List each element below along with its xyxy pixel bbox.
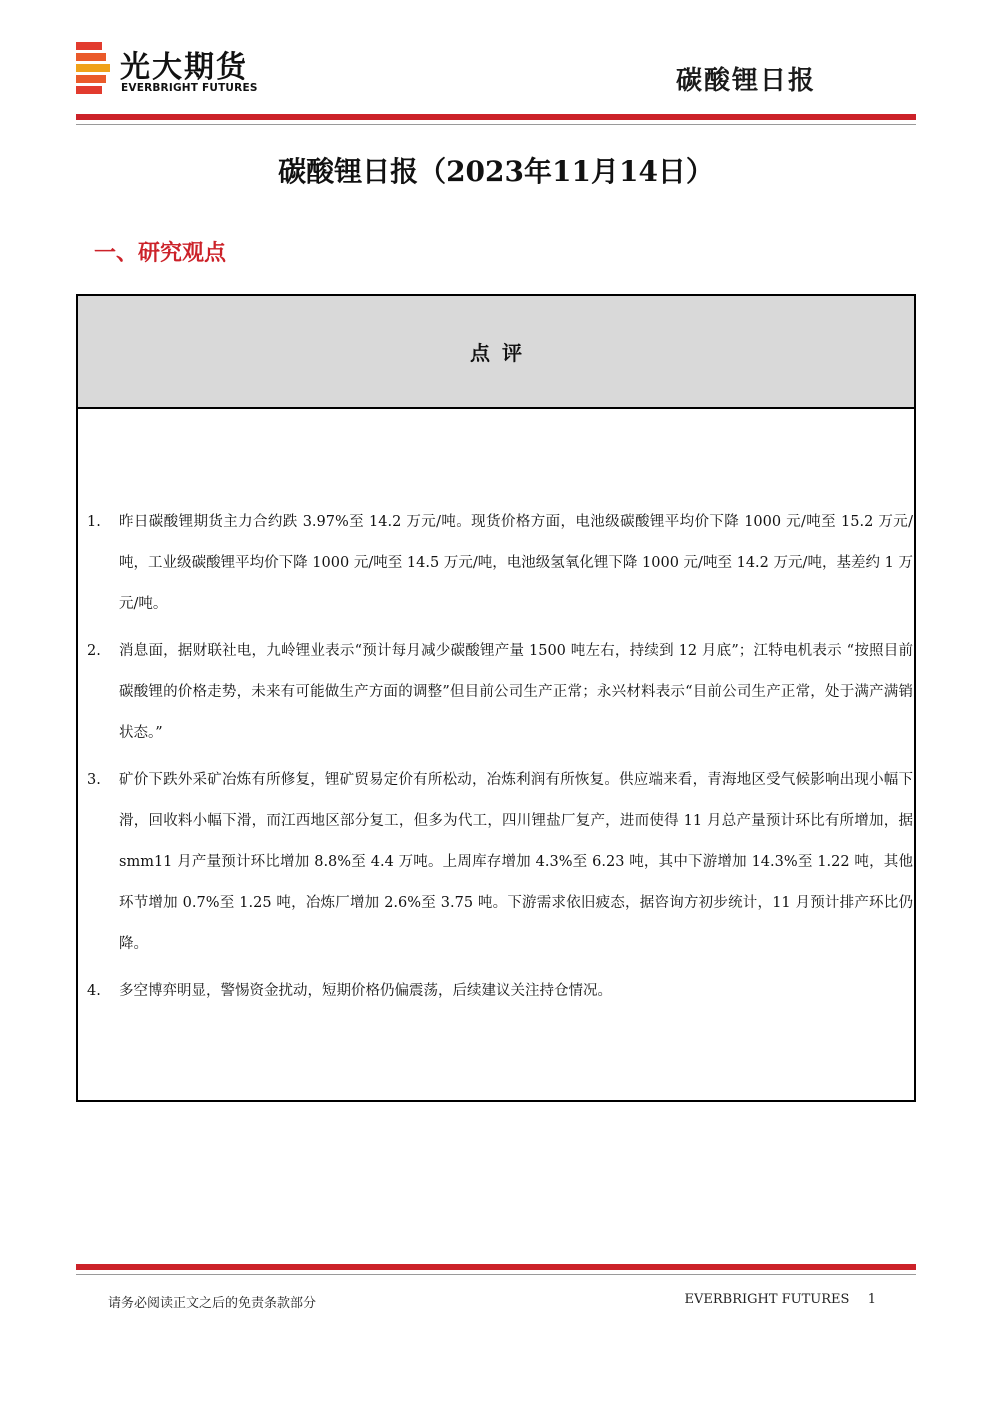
list-item-number: 3. bbox=[87, 772, 101, 788]
logo-subtitle: EVERBRIGHT FUTURES bbox=[121, 82, 258, 94]
page-number: 1 bbox=[867, 1292, 876, 1307]
list-item-text: 多空博弈明显，警惕资金扰动，短期价格仍偏震荡，后续建议关注持仓情况。 bbox=[119, 983, 612, 999]
list-item-number: 1. bbox=[87, 514, 101, 530]
table-header-label: 点评 bbox=[470, 341, 534, 365]
report-type-title: 碳酸锂日报 bbox=[675, 66, 816, 96]
list-item-number: 2. bbox=[87, 643, 101, 659]
list-item bbox=[87, 971, 913, 1012]
list-item-text: 昨日碳酸锂期货主力合约跌 3.97%至 14.2 万元/吨。现货价格方面，电池级碳酸锂平均价下降 1000 元/吨至 15.2 万元/吨，工业级碳酸锂平均价下降 1000 元/吨至 14.5 万元/吨，电池级氢氧化锂下降 1000 元/吨至 14.2 万元/吨，基差约 1 万元/吨。 bbox=[119, 514, 913, 612]
section-heading: 一、研究观点 bbox=[94, 240, 227, 266]
footer-brand-page bbox=[684, 1292, 876, 1307]
company-logo bbox=[76, 40, 286, 100]
footer-disclaimer: 请务必阅读正文之后的免责条款部分 bbox=[108, 1296, 317, 1311]
comment-list bbox=[87, 502, 913, 1018]
footer-brand: EVERBRIGHT FUTURES bbox=[684, 1292, 850, 1307]
footer-divider-thin bbox=[76, 1274, 916, 1275]
list-item bbox=[87, 502, 913, 625]
list-item bbox=[87, 631, 913, 754]
logo-name: 光大期货 bbox=[120, 50, 248, 85]
document-title: 碳酸锂日报（2023年11月14日） bbox=[278, 155, 714, 188]
header-divider bbox=[76, 114, 916, 120]
list-item-text: 矿价下跌外采矿冶炼有所修复，锂矿贸易定价有所松动，冶炼利润有所恢复。供应端来看，青海地区受气候影响出现小幅下滑，回收料小幅下滑，而江西地区部分复工，但多为代工，四川锂盐厂复产，进而使得 11 月总产量预计环比有所增加，据 smm11 月产量预计环比增加 8.8%至 4.4 万吨。上周库存增加 4.3%至 6.23 吨，其中下游增加 14.3%至 1.22 吨，其他环节增加 0.7%至 1.25 吨，冶炼厂增加 2.6%至 3.75 吨。下游需求依旧疲态，据咨询方初步统计，11 月预计排产环比仍降。 bbox=[119, 772, 913, 952]
header-divider-thin bbox=[76, 124, 916, 125]
list-item-text: 消息面，据财联社电，九岭锂业表示“预计每月减少碳酸锂产量 1500 吨左右，持续到 12 月底”；江特电机表示 “按照目前碳酸锂的价格走势，未来有可能做生产方面的调整”但目前公司生产正常；永兴材料表示“目前公司生产正常，处于满产满销状态。” bbox=[119, 643, 913, 741]
table-header bbox=[78, 296, 914, 409]
list-item bbox=[87, 760, 913, 965]
comment-table bbox=[76, 294, 916, 1102]
footer-divider bbox=[76, 1264, 916, 1270]
list-item-number: 4. bbox=[87, 983, 101, 999]
everbright-logo-icon bbox=[76, 42, 114, 98]
